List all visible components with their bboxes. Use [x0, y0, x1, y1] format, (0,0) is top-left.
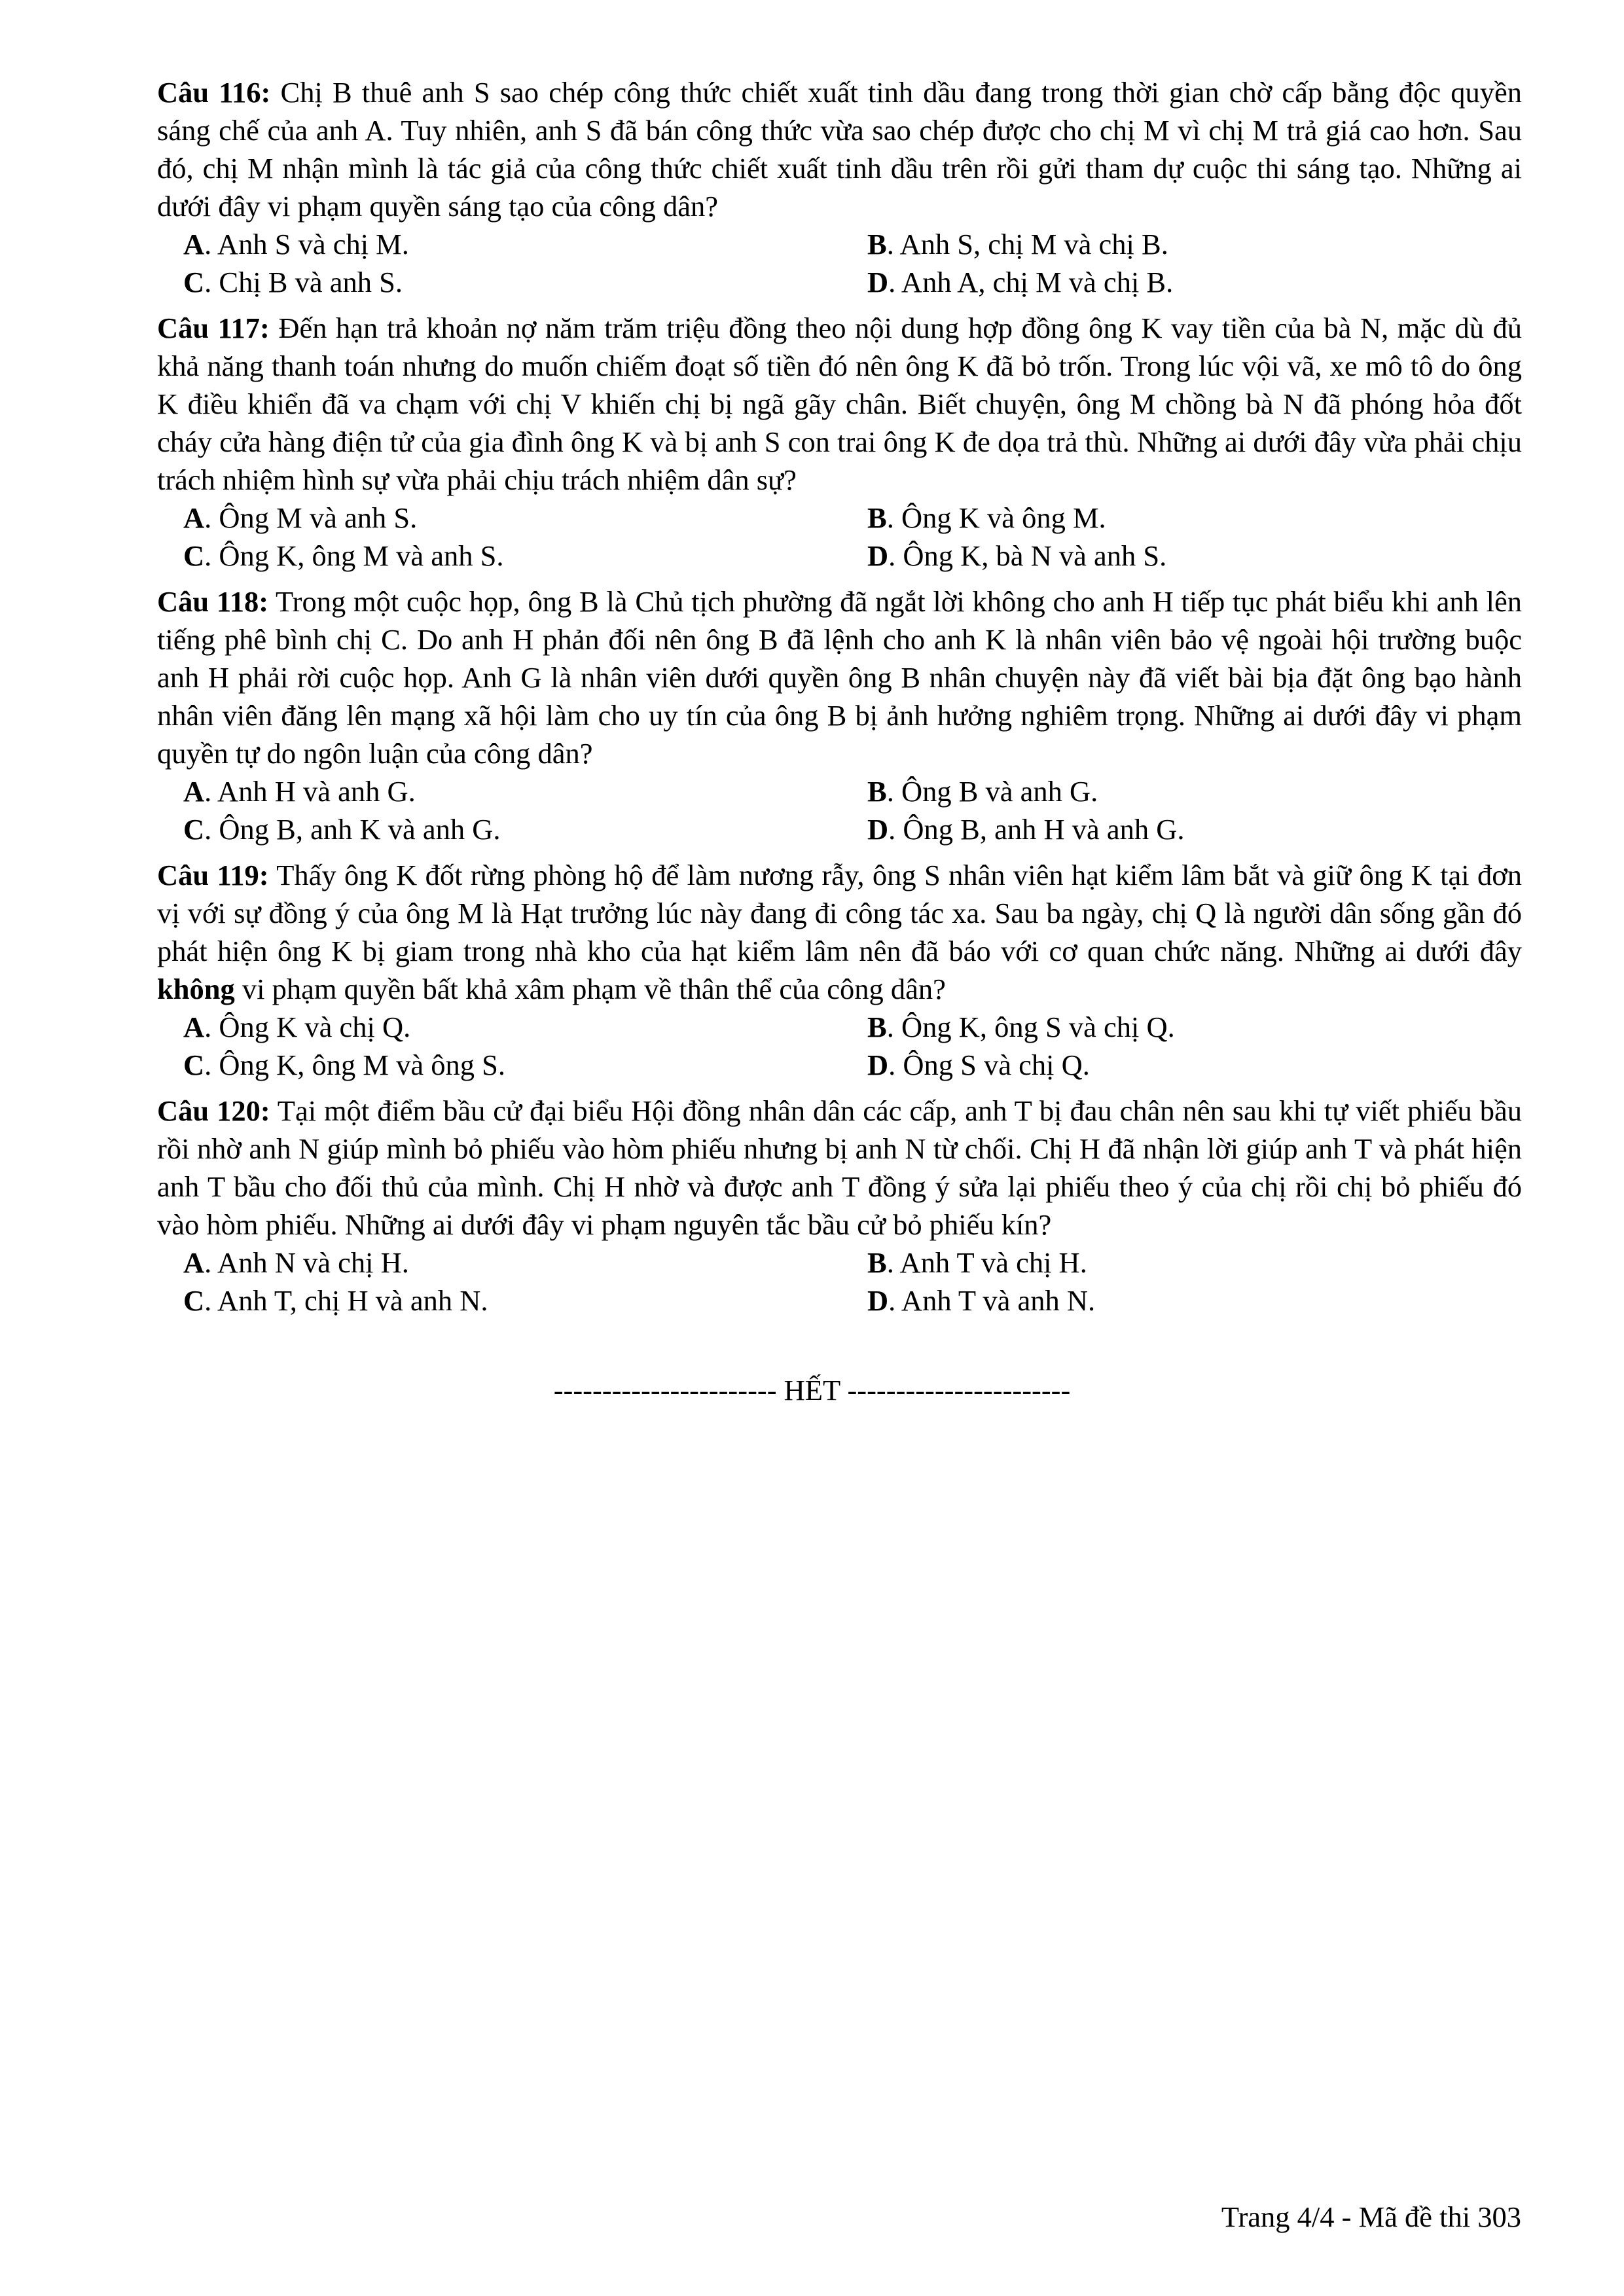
option-letter: B — [867, 775, 887, 808]
option-letter: B — [867, 501, 887, 534]
option-text: . Ông B, anh K và anh G. — [204, 813, 501, 846]
page-footer: Trang 4/4 - Mã đề thi 303 — [1221, 2200, 1521, 2233]
negation-keyword: không — [157, 973, 235, 1005]
option-text: . Ông K, ông M và ông S. — [204, 1049, 505, 1081]
option-text: . Chị B và anh S. — [204, 266, 403, 298]
option-c[interactable] — [157, 1282, 841, 1319]
question-label: Câu 119: — [157, 859, 269, 891]
option-c[interactable] — [157, 1046, 841, 1084]
option-text: . Anh A, chị M và chị B. — [888, 266, 1174, 298]
question-list — [157, 73, 1522, 1327]
option-letter: A — [183, 501, 205, 534]
option-text: . Anh N và chị H. — [204, 1246, 409, 1279]
question-body: Trong một cuộc họp, ông B là Chủ tịch phường đã ngắt lời không cho anh H tiếp tục phát biểu khi anh lên tiếng phê bình chị C. Do anh H phản đối nên ông B đã lệnh cho anh K là nhân viên bảo vệ ngoài hội trường buộc anh H phải rời cuộc họp. Anh G là nhân viên dưới quyền ông B nhân chuyện này đã viết bài bịa đặt ông bạo hành nhân viên đăng lên mạng xã hội làm cho uy tín của ông B bị ảnh hưởng nghiêm trọng. Những ai dưới đây vi phạm quyền tự do ngôn luận của công dân? — [157, 585, 1523, 770]
option-letter: D — [867, 1284, 889, 1317]
option-b[interactable] — [841, 225, 1522, 263]
option-text: . Ông S và chị Q. — [888, 1049, 1090, 1081]
question-118 — [157, 583, 1522, 848]
answer-options — [157, 1008, 1522, 1084]
option-b[interactable] — [841, 499, 1522, 537]
question-body: Đến hạn trả khoản nợ năm trăm triệu đồng theo nội dung hợp đồng ông K vay tiền của bà N, mặc dù đủ khả năng thanh toán nhưng do muốn chiếm đoạt số tiền đó nên ông K đã bỏ trốn. Trong lúc vội vã, xe mô tô do ông K điều khiển đã va chạm với chị V khiến chị bị ngã gãy chân. Biết chuyện, ông M chồng bà N đã phóng hỏa đốt cháy cửa hàng điện tử của gia đình ông K và bị anh S con trai ông K đe dọa trả thù. Những ai dưới đây vừa phải chịu trách nhiệm hình sự vừa phải chịu trách nhiệm dân sự? — [157, 312, 1522, 496]
option-d[interactable] — [841, 1282, 1522, 1319]
option-d[interactable] — [841, 263, 1522, 301]
answer-options — [157, 499, 1522, 575]
question-119 — [157, 856, 1522, 1084]
option-c[interactable] — [157, 263, 841, 301]
option-c[interactable] — [157, 537, 841, 575]
option-letter: A — [183, 1011, 205, 1043]
question-text — [157, 583, 1522, 772]
option-d[interactable] — [841, 810, 1522, 848]
option-d[interactable] — [841, 537, 1522, 575]
end-marker: ----------------------- HẾT ----------------------- — [553, 1374, 1071, 1407]
option-c[interactable] — [157, 810, 841, 848]
answer-options — [157, 1244, 1522, 1319]
option-text: . Ông K và ông M. — [886, 501, 1106, 534]
option-a[interactable] — [157, 1244, 841, 1282]
question-label: Câu 116: — [157, 76, 271, 109]
option-letter: B — [867, 1246, 887, 1279]
option-letter: B — [867, 1011, 887, 1043]
option-text: . Ông K, ông M và anh S. — [204, 539, 504, 572]
option-a[interactable] — [157, 499, 841, 537]
option-text: . Anh S và chị M. — [204, 228, 409, 260]
option-letter: A — [183, 775, 205, 808]
question-117 — [157, 309, 1522, 575]
option-text: . Ông B, anh H và anh G. — [888, 813, 1185, 846]
question-label: Câu 117: — [157, 312, 270, 344]
question-body: Tại một điểm bầu cử đại biểu Hội đồng nhân dân các cấp, anh T bị đau chân nên sau khi tự viết phiếu bầu rồi nhờ anh N giúp mình bỏ phiếu vào hòm phiếu nhưng bị anh N từ chối. Chị H đã nhận lời giúp anh T và phát hiện anh T bầu cho đối thủ của mình. Chị H nhờ và được anh T đồng ý sửa lại phiếu theo ý của chị rồi chị bỏ phiếu đó vào hòm phiếu. Những ai dưới đây vi phạm nguyên tắc bầu cử bỏ phiếu kín? — [157, 1094, 1522, 1241]
option-a[interactable] — [157, 1008, 841, 1046]
option-letter: D — [867, 266, 889, 298]
option-b[interactable] — [841, 772, 1522, 810]
option-text: . Anh S, chị M và chị B. — [886, 228, 1168, 260]
option-letter: C — [183, 266, 205, 298]
answer-options — [157, 772, 1522, 848]
question-body-after: vi phạm quyền bất khả xâm phạm về thân thể của công dân? — [234, 973, 946, 1005]
option-letter: A — [183, 228, 205, 260]
option-a[interactable] — [157, 225, 841, 263]
option-letter: D — [867, 813, 889, 846]
option-letter: D — [867, 539, 889, 572]
option-letter: A — [183, 1246, 205, 1279]
option-text: . Anh T, chị H và anh N. — [204, 1284, 488, 1317]
option-letter: C — [183, 539, 205, 572]
answer-options — [157, 225, 1522, 301]
option-text: . Ông M và anh S. — [204, 501, 418, 534]
option-d[interactable] — [841, 1046, 1522, 1084]
option-letter: C — [183, 813, 205, 846]
question-body-before: Thấy ông K đốt rừng phòng hộ để làm nương rẫy, ông S nhân viên hạt kiểm lâm bắt và giữ ông K tại đơn vị với sự đồng ý của ông M là Hạt trưởng lúc này đang đi công tác xa. Sau ba ngày, chị Q là người dân sống gần đó phát hiện ông K bị giam trong nhà kho của hạt kiểm lâm nên đã báo với cơ quan chức năng. Những ai dưới đây — [157, 859, 1523, 967]
question-text — [157, 73, 1522, 225]
option-text: . Ông K, bà N và anh S. — [888, 539, 1167, 572]
option-letter: D — [867, 1049, 889, 1081]
option-b[interactable] — [841, 1008, 1522, 1046]
option-letter: B — [867, 228, 887, 260]
question-text — [157, 1092, 1522, 1244]
question-120 — [157, 1092, 1522, 1319]
option-text: . Anh T và chị H. — [886, 1246, 1087, 1279]
question-text — [157, 309, 1522, 499]
option-text: . Ông B và anh G. — [886, 775, 1098, 808]
option-a[interactable] — [157, 772, 841, 810]
option-letter: C — [183, 1049, 205, 1081]
option-text: . Ông K và chị Q. — [204, 1011, 411, 1043]
option-text: . Anh T và anh N. — [888, 1284, 1096, 1317]
option-b[interactable] — [841, 1244, 1522, 1282]
option-text: . Anh H và anh G. — [204, 775, 416, 808]
question-label: Câu 118: — [157, 585, 269, 618]
question-label: Câu 120: — [157, 1094, 270, 1127]
option-letter: C — [183, 1284, 205, 1317]
option-text: . Ông K, ông S và chị Q. — [886, 1011, 1175, 1043]
question-text — [157, 856, 1522, 1008]
question-body: Chị B thuê anh S sao chép công thức chiết xuất tinh dầu đang trong thời gian chờ cấp bằng độc quyền sáng chế của anh A. Tuy nhiên, anh S đã bán công thức vừa sao chép được cho chị M vì chị M trả giá cao hơn. Sau đó, chị M nhận mình là tác giả của công thức chiết xuất tinh dầu trên rồi gửi tham dự cuộc thi sáng tạo. Những ai dưới đây vi phạm quyền sáng tạo của công dân? — [157, 76, 1523, 223]
question-116 — [157, 73, 1522, 301]
